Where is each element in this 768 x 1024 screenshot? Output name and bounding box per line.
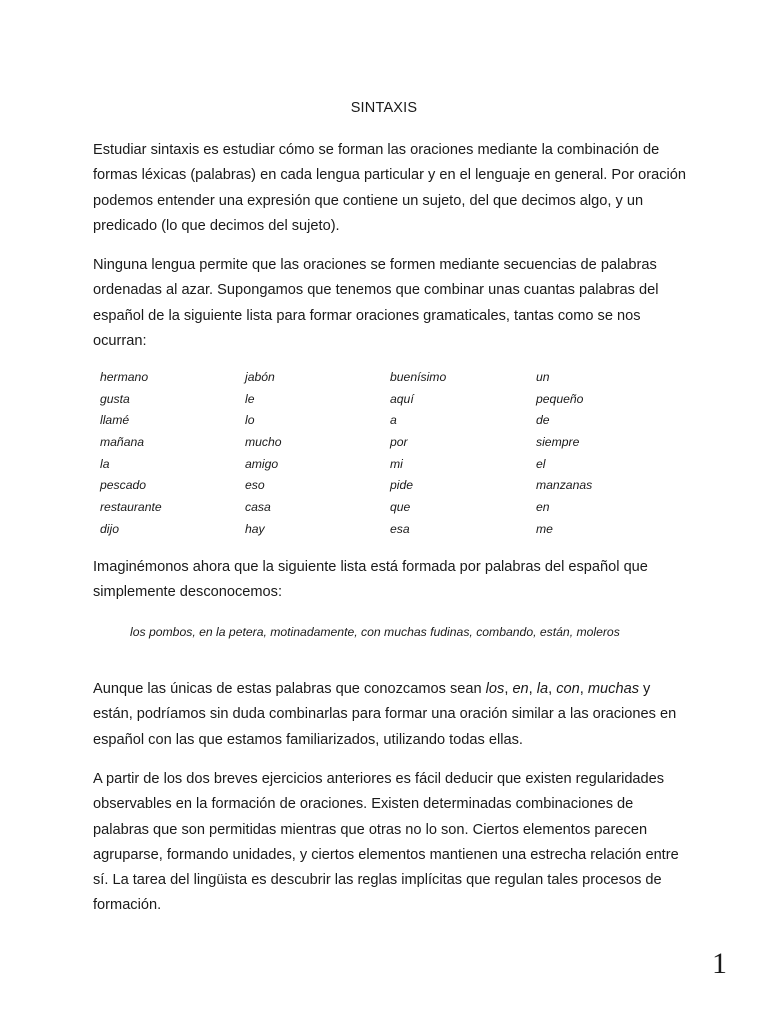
word-list-row (100, 498, 700, 520)
page-title: SINTAXIS (350, 100, 418, 116)
paragraph-known-words (93, 677, 693, 753)
p4-sep: , (548, 681, 557, 697)
word-list-cell: jabón (245, 370, 275, 384)
word-list-cell: mañana (100, 435, 145, 450)
word-list-cell: mucho (245, 435, 282, 450)
word-list-cell: pequeño (536, 391, 584, 406)
word-list-cell: mi (390, 456, 403, 471)
word-list-cell: amigo (245, 456, 279, 471)
word-list-cell: pide (390, 478, 414, 493)
word-list-row (100, 411, 700, 433)
word-list-cell: restaurante (100, 500, 162, 515)
p4-text-before: Aunque las únicas de estas palabras que conozcamos sean (93, 681, 486, 697)
word-list-cell: la (100, 456, 110, 471)
word-list-cell: de (536, 413, 550, 428)
word-list-cell: pescado (100, 478, 147, 493)
word-list-cell: manzanas (536, 478, 593, 493)
p4-word-en: en (512, 681, 529, 697)
word-list-cell: llamé (100, 413, 130, 428)
paragraph-conclusion: A partir de los dos breves ejercicios anteriores es fácil deducir que existen regularidades observables en la formación de oraciones. Existen determinadas combinaciones de palabras que son permitidas mientras que otras no lo son. Ciertos elementos parecen agruparse, formando unidades, y ciertos elementos mantienen una estrecha relación entre sí. La tarea del lingüista es descubrir las reglas implícitas que regulan tales procesos de formación. (93, 771, 679, 914)
word-list-table (100, 368, 700, 542)
word-list-cell: casa (245, 500, 271, 515)
p4-word-los: los (485, 681, 505, 697)
word-list-cell: le (245, 391, 255, 406)
word-list-row (100, 390, 700, 412)
word-list-cell: hay (245, 521, 265, 536)
p4-sep: , (528, 681, 537, 697)
word-list-cell: el (536, 456, 546, 471)
p4-sep: , (579, 681, 588, 697)
word-list-row (100, 520, 700, 542)
word-list-cell: por (390, 435, 408, 450)
paragraph-intro: Estudiar sintaxis es estudiar cómo se forman las oraciones mediante la combinación de formas léxicas (palabras) en cada lengua particular y en el lenguaje en general. Por oración podemos entender una expresión que contiene un sujeto, del que decimos algo, y un predicado (lo que decimos del sujeto). (93, 142, 687, 234)
paragraph-unknown-words: Imaginémonos ahora que la siguiente lista está formada por palabras del español que simplemente desconocemos: (93, 559, 648, 601)
p4-word-muchas: muchas (587, 681, 639, 697)
word-list-row (100, 455, 700, 477)
word-list-cell: gusta (100, 391, 130, 406)
p4-text-after: y están, podríamos sin duda combinarlas para formar una oración similar a las oraciones en español con las que estamos familiarizados, utilizando todas ellas. (93, 681, 677, 748)
word-list-row (100, 476, 700, 498)
word-list-row (100, 368, 700, 390)
p4-word-la: la (536, 681, 549, 697)
word-list-cell: buenísimo (390, 370, 447, 384)
word-list-row (100, 433, 700, 455)
word-list-cell: eso (245, 478, 265, 493)
word-list-cell: siempre (536, 435, 580, 450)
word-list-cell: dijo (100, 521, 119, 536)
word-list-cell: lo (245, 413, 255, 428)
nonsense-word-list: los pombos, en la petera, motinadamente, con muchas fudinas, combando, están, moleros (130, 625, 620, 639)
p4-word-con: con (556, 681, 580, 697)
paragraph-random-order: Ninguna lengua permite que las oraciones se formen mediante secuencias de palabras ordenadas al azar. Supongamos que tenemos que combinar unas cuantas palabras del español de la siguiente lista para formar oraciones gramaticales, tantas como se nos ocurran: (93, 257, 659, 349)
word-list-cell: en (536, 500, 550, 515)
word-list-cell: esa (390, 521, 410, 536)
page-number: 1 (712, 947, 727, 980)
word-list-cell: aquí (390, 391, 414, 406)
word-list-cell: un (536, 370, 550, 384)
word-list-cell: hermano (100, 370, 149, 384)
word-list-cell: a (390, 413, 397, 428)
word-list-cell: me (536, 521, 553, 536)
word-list-cell: que (390, 500, 411, 515)
p4-sep: , (504, 681, 513, 697)
